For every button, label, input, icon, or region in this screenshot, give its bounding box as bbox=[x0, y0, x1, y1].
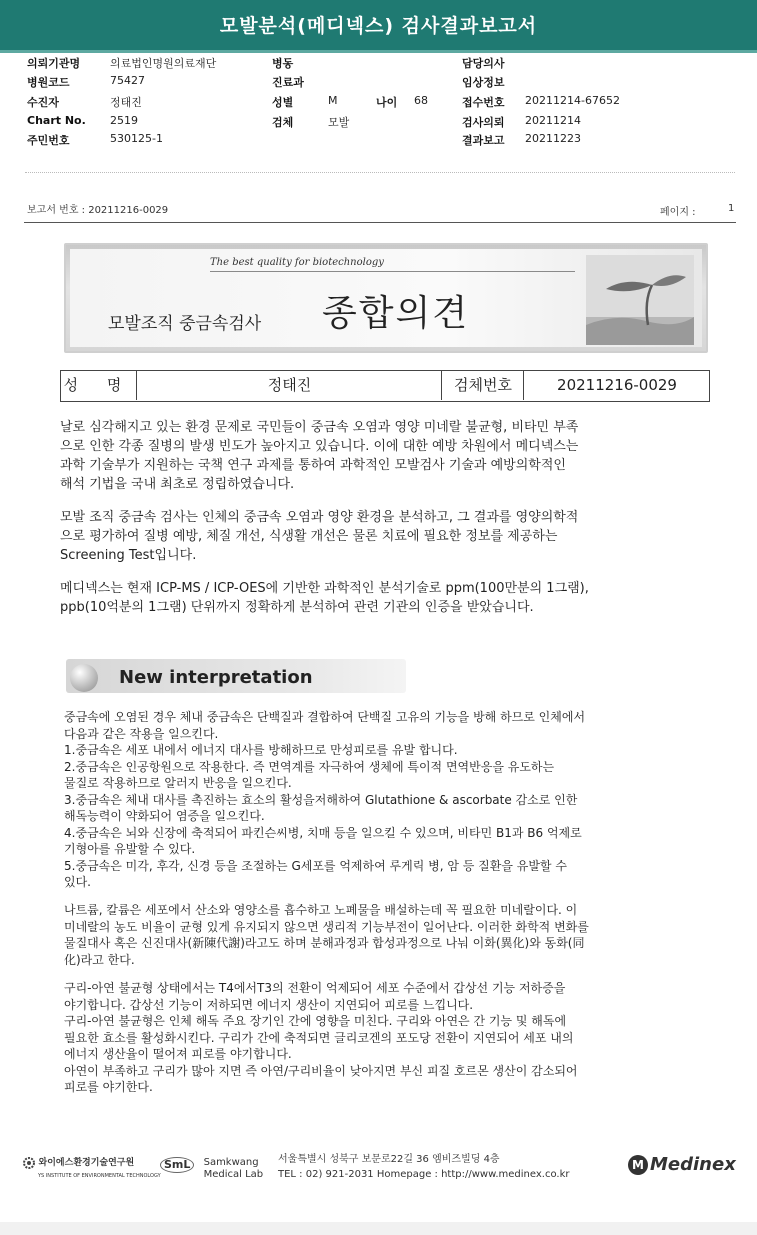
sml-logo-icon: SmL bbox=[160, 1157, 194, 1173]
banner-title: 종합의견 bbox=[322, 293, 470, 334]
report-header-bar bbox=[0, 0, 757, 53]
summary-banner bbox=[64, 243, 708, 353]
examinee-value: 정태진 bbox=[110, 96, 142, 109]
name-table bbox=[60, 370, 710, 402]
sex-value: M bbox=[328, 94, 338, 107]
interpretation-paragraph: 나트륨, 칼륨은 세포에서 산소와 영양소를 흡수하고 노폐물을 배설하는데 꼭 필요한 미네랄이다. 이 미네랄의 농도 비율이 균형 있게 유지되지 않으면 생리적 기능부전이 일어난다. 이러한 화학적 변화를 물질대사 혹은 신진대사(新陳代謝)라고도 하며 분해과정과 합성과정으로 나눠 이화(異化)와 동화(同 化)라고 한다. bbox=[64, 903, 589, 967]
ward-label: 병동 bbox=[272, 57, 294, 70]
intro-paragraph: 모발 조직 중금속 검사는 인체의 중금속 오염과 영양 환경을 분석하고, 그 결과를 영양의학적 으로 평가하여 질병 예방, 체질 개선, 식생활 개선은 물론 치료에 필요한 정보를 제공하는 Screening Test입니다. bbox=[60, 510, 579, 563]
divider bbox=[25, 172, 735, 174]
address: 서울특별시 성북구 보문로22길 36 엠비즈빌딩 4층 bbox=[278, 1154, 500, 1165]
receipt-no-value: 20211214-67652 bbox=[525, 94, 620, 107]
intro-paragraph: 날로 심각해지고 있는 환경 문제로 국민들이 중금속 오염과 영양 미네랄 불균형, 비타민 부족 으로 인한 각종 질병의 발생 빈도가 높아지고 있습니다. 이에 대한 예방 차원에서 메디넥스는 과학 기술부가 지원하는 국책 연구 과제를 통하여 과학적인 모발검사 기술과 예방의학적인 해석 기법을 국내 최초로 정립하였습니다. bbox=[60, 420, 579, 492]
bottom-bar bbox=[0, 1222, 757, 1235]
doctor-label: 담당의사 bbox=[462, 57, 505, 70]
department-label: 진료과 bbox=[272, 76, 304, 89]
interpretation-title: New interpretation bbox=[119, 667, 313, 688]
interpretation-paragraph: 구리-아연 불균형 상태에서는 T4에서T3의 전환이 억제되어 세포 수준에서 갑상선 기능 저하증을 야기합니다. 갑상선 기능이 저하되면 에너지 생산이 지연되어 피로를 느낍니다. 구리-아연 불균형은 인체 해독 주요 장기인 간에 영향을 미친다. 구리와 아연은 간 기능 및 해독에 필요한 효소를 활성화시킨다. 구리가 간에 축적되면 글리코겐의 포도당 전환이 지연되어 세포 내의 에너지 생산율이 떨어져 피로를 야기합니다. 아연이 부족하고 구리가 많아 지면 즉 아연/구리비율이 낮아지면 부신 피질 호르몬 생산이 감소되어 피로를 야기한다. bbox=[64, 981, 578, 1094]
sex-label: 성별 bbox=[272, 96, 294, 109]
specimen-no-value: 20211216-0029 bbox=[523, 371, 710, 400]
contact: TEL : 02) 921-2031 Homepage : http://www.medinex.co.kr bbox=[278, 1169, 570, 1180]
report-date-value: 20211223 bbox=[525, 132, 581, 145]
medinex-logo bbox=[628, 1154, 736, 1175]
medinex-mark-icon: M bbox=[628, 1155, 648, 1175]
age-label: 나이 bbox=[376, 96, 398, 109]
samkwang-logo bbox=[160, 1157, 263, 1181]
examinee-label: 수진자 bbox=[27, 96, 59, 109]
org1-name: 와이에스환경기술연구원 bbox=[38, 1158, 135, 1168]
page-number: 1 bbox=[728, 203, 735, 214]
institution-value: 의료법인명원의료재단 bbox=[110, 57, 217, 70]
banner-subtitle: 모발조직 중금속검사 bbox=[108, 314, 262, 334]
gear-logo-icon bbox=[22, 1156, 36, 1170]
specimen-value: 모발 bbox=[328, 116, 350, 129]
institution-label: 의뢰기관명 bbox=[27, 57, 81, 70]
address-block bbox=[278, 1152, 569, 1182]
receipt-no-label: 접수번호 bbox=[462, 96, 505, 109]
org1-subtitle: YS INSTITUTE OF ENVIRONMENTAL TECHNOLOGY bbox=[38, 1172, 161, 1179]
interpretation-paragraph: 중금속에 오염된 경우 체내 중금속은 단백질과 결합하여 단백질 고유의 기능을 방해 하므로 인체에서 다음과 같은 작용을 일으킨다. 1.중금속은 세포 내에서 에너지 대사를 방해하므로 만성피로를 유발 합니다. 2.중금속은 인공항원으로 작용한다. 즉 면역계를 자극하여 생체에 특이적 면역반응을 유도하는 물질로 작용하므로 알러지 반응을 일으킨다. 3.중금속은 체내 대사를 촉진하는 효소의 활성을저해하여 Glutathione & ascorbate 감소로 인한 해독능력이 약화되어 염증을 일으킨다. 4.중금속은 뇌와 신장에 축적되어 파킨슨씨병, 치매 등을 일으킬 수 있으며, 비타민 B1과 B6 억제로 기형아를 유발할 수 있다. 5.중금속은 미각, 후각, 신경 등을 조절하는 G세포를 억제하여 루게릭 병, 암 등 질환을 유발할 수 있다. bbox=[64, 710, 586, 889]
footer bbox=[0, 1140, 757, 1200]
report-title: 모발분석(메디넥스) 검사결과보고서 bbox=[219, 15, 538, 37]
age-value: 68 bbox=[414, 94, 428, 107]
request-date-value: 20211214 bbox=[525, 114, 581, 127]
hospital-code-label: 병원코드 bbox=[27, 76, 70, 89]
banner-tagline: The best quality for biotechnology bbox=[210, 257, 384, 268]
page-label: 페이지 : bbox=[660, 207, 696, 218]
ys-institute-logo bbox=[22, 1155, 161, 1179]
chart-no-label: Chart No. bbox=[27, 114, 86, 127]
org2-line2: Medical Lab bbox=[203, 1169, 264, 1180]
name-value: 정태진 bbox=[136, 371, 442, 400]
divider bbox=[24, 222, 736, 223]
chart-no-value: 2519 bbox=[110, 114, 138, 127]
bullet-ball-icon bbox=[70, 664, 98, 692]
resident-no-value: 530125-1 bbox=[110, 132, 163, 145]
specimen-label: 검체 bbox=[272, 116, 294, 129]
report-number: 보고서 번호 : 20211216-0029 bbox=[27, 205, 169, 216]
specimen-no-label: 검체번호 bbox=[441, 371, 524, 400]
banner-tagline-rule bbox=[210, 271, 575, 272]
clinical-label: 임상정보 bbox=[462, 76, 505, 89]
resident-no-label: 주민번호 bbox=[27, 134, 70, 147]
sprout-icon bbox=[586, 255, 694, 345]
request-date-label: 검사의뢰 bbox=[462, 116, 505, 129]
hospital-code-value: 75427 bbox=[110, 74, 145, 87]
intro-paragraph: 메디넥스는 현재 ICP-MS / ICP-OES에 기반한 과학적인 분석기술로 ppm(100만분의 1그램), ppb(10억분의 1그램) 단위까지 정확하게 분석하여 관련 기관의 인증을 받았습니다. bbox=[60, 581, 589, 615]
report-date-label: 결과보고 bbox=[462, 134, 505, 147]
medinex-brand: Medinex bbox=[650, 1154, 736, 1175]
name-label: 성 명 bbox=[63, 376, 134, 394]
org2-line1: Samkwang bbox=[203, 1157, 259, 1168]
